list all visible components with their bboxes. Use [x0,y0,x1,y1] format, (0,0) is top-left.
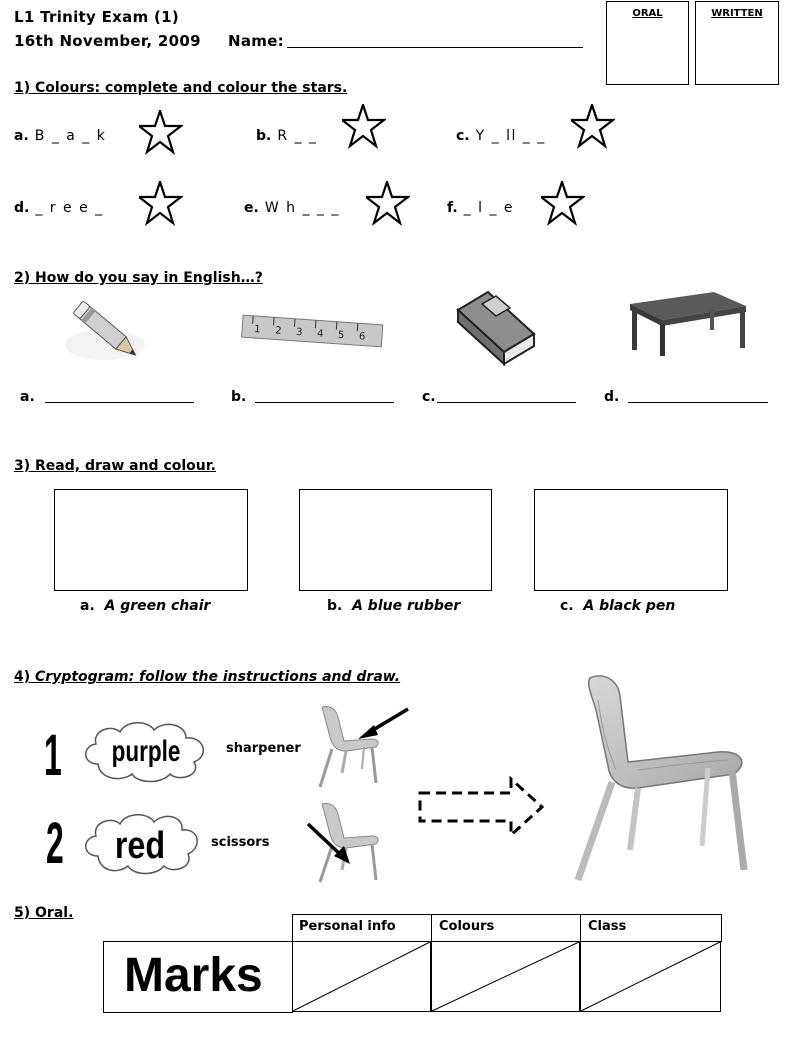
star-icon[interactable] [139,181,183,227]
star-icon[interactable] [366,181,410,227]
answer-d-label: d. [604,389,620,405]
section1-title: 1) Colours: complete and colour the stars. [14,80,348,96]
draw-box-b[interactable] [299,489,492,591]
object-1: sharpener [226,741,301,756]
item-c-text: Y _ ll _ _ [475,128,546,144]
cloud-icon [78,806,204,878]
item-d-text: _ r e e _ [35,200,104,216]
star-icon[interactable] [342,104,386,150]
table-icon [626,290,751,358]
item-a-text: B _ a _ k [34,128,107,144]
item-f: f. _ l _ e [447,200,515,216]
oral-label: ORAL [632,8,663,19]
marks-label: Marks [124,949,263,1002]
item-b-text: R _ _ [277,128,318,144]
answer-a-line[interactable] [45,402,194,403]
book-icon [452,288,538,368]
chair-icon [304,800,394,890]
star-icon[interactable] [571,104,615,150]
ruler-icon [240,312,385,356]
item-a: a. B _ a _ k [14,128,107,144]
answer-b-label: b. [231,389,247,405]
marks-cells[interactable] [292,941,722,1013]
exam-date: 16th November, 2009 [14,32,201,50]
row2-number: 2 [46,811,64,876]
section4-title: 4) Cryptogram: follow the instructions and draw. [14,669,401,685]
answer-c-line[interactable] [437,402,576,403]
item-b: b. R _ _ [256,128,318,144]
answer-b-line[interactable] [255,402,394,403]
answer-a-label: a. [20,389,35,405]
oral-box [606,1,689,85]
item-d: d. _ r e e _ [14,200,104,216]
chair-icon [312,703,416,793]
caption-a: a. A green chair [80,598,211,614]
dashed-arrow-icon [417,776,547,838]
name-label: Name: [228,32,284,50]
item-f-text: _ l _ e [463,200,515,216]
star-icon[interactable] [139,110,183,156]
name-line[interactable] [287,47,583,48]
col-header-colours: Colours [431,914,581,942]
ruler-num: 1 [253,323,261,336]
col-header-personal: Personal info [292,914,432,942]
answer-c-label: c. [422,389,436,405]
section5-title: 5) Oral. [14,905,74,921]
cloud-icon [78,716,214,786]
section2-title: 2) How do you say in English…? [14,270,263,286]
item-e: e. W h _ _ _ [244,200,340,216]
written-box [695,1,779,85]
object-2: scissors [211,835,270,850]
ruler-num: 5 [337,329,345,342]
caption-b: b. A blue rubber [327,598,461,614]
pencil-icon [60,300,155,370]
exam-title: L1 Trinity Exam (1) [14,8,180,26]
ruler-num: 4 [316,328,324,340]
item-c: c. Y _ ll _ _ [456,128,546,144]
row1-number: 1 [44,723,62,788]
ruler-num: 6 [358,331,366,343]
draw-box-c[interactable] [534,489,728,591]
ruler-num: 3 [295,326,303,339]
star-icon[interactable] [541,181,585,227]
marks-label-cell [103,941,293,1013]
section3-title: 3) Read, draw and colour. [14,458,216,474]
item-e-text: W h _ _ _ [264,200,340,216]
cloud-word-2: red [114,824,166,867]
answer-d-line[interactable] [628,402,768,403]
written-label: WRITTEN [711,8,763,19]
draw-box-a[interactable] [54,489,248,591]
ruler-num: 2 [274,325,282,337]
col-header-class: Class [580,914,722,942]
chair-icon [568,670,758,895]
cloud-word-1: purple [111,733,181,768]
caption-c: c. A black pen [560,598,676,614]
